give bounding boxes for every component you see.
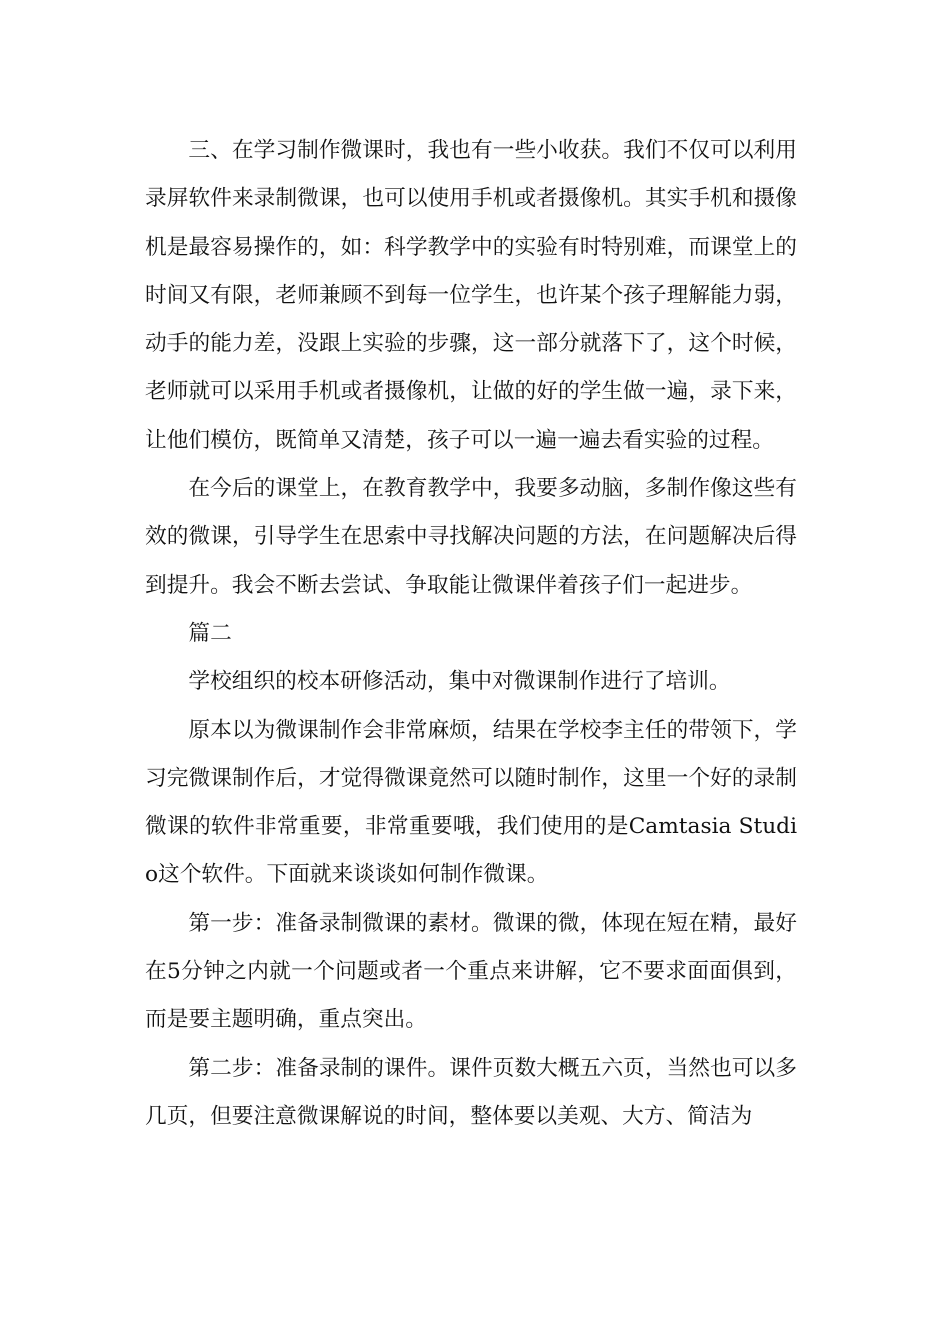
paragraph-step-one: 第一步：准备录制微课的素材。微课的微，体现在短在精，最好在5分钟之内就一个问题或者一个重点来讲解，它不要求面面俱到，而是要主题明确，重点突出。: [145, 910, 797, 1033]
paragraph-training: 学校组织的校本研修活动，集中对微课制作进行了培训。: [188, 669, 731, 695]
paragraph-harvest: 三、在学习制作微课时，我也有一些小收获。我们不仅可以利用录屏软件来录制微课，也可以使用手机或者摄像机。其实手机和摄像机是最容易操作的，如：科学教学中的实验有时特别难，而课堂上的时间又有限，老师兼顾不到每一位学生，也许某个孩子理解能力弱，动手的能力差，没跟上实验的步骤，这一部分就落下了，这个时候，老师就可以采用手机或者摄像机，让做的好的学生做一遍，录下来，让他们模仿，既简单又清楚，孩子可以一遍一遍去看实验的过程。: [145, 138, 797, 453]
paragraph-software: 原本以为微课制作会非常麻烦，结果在学校李主任的带领下，学习完微课制作后，才觉得微课竟然可以随时制作，这里一个好的录制微课的软件非常重要，非常重要哦，我们使用的是Camtasia Studio这个软件。下面就来谈谈如何制作微课。: [145, 717, 797, 888]
paragraph-step-two: 第二步：准备录制的课件。课件页数大概五六页，当然也可以多几页，但要注意微课解说的时间，整体要以美观、大方、简洁为: [145, 1055, 797, 1129]
document-body: [145, 127, 797, 1141]
section-heading-part-two: 篇二: [188, 620, 232, 646]
paragraph-future: 在今后的课堂上，在教育教学中，我要多动脑，多制作像这些有效的微课，引导学生在思索中寻找解决问题的方法，在问题解决后得到提升。我会不断去尝试、争取能让微课伴着孩子们一起进步。: [145, 476, 797, 598]
